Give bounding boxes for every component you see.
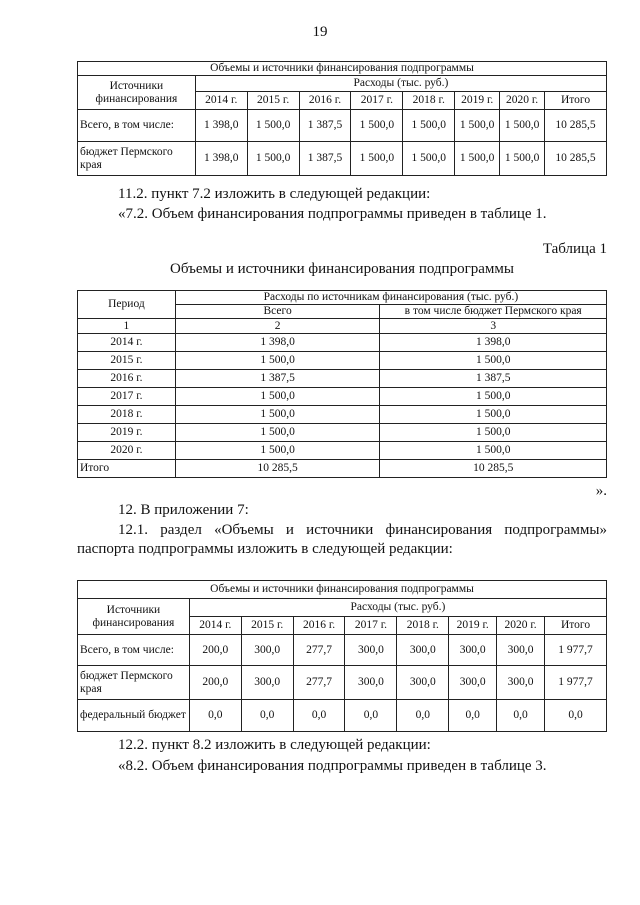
cell: 300,0 (449, 666, 497, 700)
cell: 1 977,7 (545, 635, 607, 666)
cell: 1 398,0 (195, 110, 247, 142)
cell: 300,0 (241, 666, 293, 700)
cell: 300,0 (449, 635, 497, 666)
period-cell: 2016 г. (78, 370, 176, 388)
column-number: 1 (78, 319, 176, 334)
budget-cell: 1 500,0 (380, 424, 607, 442)
cell: 300,0 (397, 635, 449, 666)
cell: 1 977,7 (545, 666, 607, 700)
column-number: 2 (175, 319, 380, 334)
table-a-expenses-header: Расходы (тыс. руб.) (195, 76, 606, 92)
table-c-title: Объемы и источники финансирования подпрограммы (78, 581, 607, 599)
table-row (78, 424, 607, 442)
cell: 1 398,0 (195, 142, 247, 176)
cell: 1 500,0 (403, 110, 455, 142)
cell: 300,0 (345, 635, 397, 666)
table-a-year: 2018 г. (403, 92, 455, 110)
table-c-year: 2017 г. (345, 617, 397, 635)
cell: 1 387,5 (299, 110, 351, 142)
cell: 0,0 (345, 700, 397, 732)
cell: 0,0 (189, 700, 241, 732)
row-label: Всего, в том числе: (78, 110, 196, 142)
row-label: бюджет Пермского края (78, 142, 196, 176)
page-number: 19 (312, 24, 328, 40)
table-a-source-header: Источники финансирования (78, 76, 196, 110)
cell: 200,0 (189, 666, 241, 700)
table-c-year: 2019 г. (449, 617, 497, 635)
paragraph: 12.2. пункт 8.2 изложить в следующей редакции: (118, 737, 431, 753)
table-c-source-header: Источники финансирования (78, 599, 190, 635)
paragraph: «8.2. Объем финансирования подпрограммы приведен в таблице 3. (118, 758, 547, 774)
paragraph: 12. В приложении 7: (118, 502, 249, 518)
cell: 300,0 (345, 666, 397, 700)
total-cell: 1 500,0 (175, 424, 380, 442)
cell: 0,0 (293, 700, 345, 732)
budget-header: в том числе бюджет Пермского края (380, 305, 607, 319)
budget-cell: 1 500,0 (380, 352, 607, 370)
period-cell: Итого (78, 460, 176, 478)
table-c-expenses-header: Расходы (тыс. руб.) (189, 599, 606, 617)
table-c-year: 2020 г. (497, 617, 545, 635)
total-cell: 1 500,0 (175, 352, 380, 370)
cell: 1 500,0 (403, 142, 455, 176)
cell: 1 387,5 (299, 142, 351, 176)
table-row (78, 635, 607, 666)
budget-cell: 1 398,0 (380, 334, 607, 352)
paragraph: 11.2. пункт 7.2 изложить в следующей редакции: (118, 186, 431, 202)
table-label: Таблица 1 (542, 241, 607, 257)
total-cell: 1 398,0 (175, 334, 380, 352)
cell: 0,0 (497, 700, 545, 732)
table-a-year: 2015 г. (247, 92, 299, 110)
cell: 0,0 (241, 700, 293, 732)
table-row (78, 370, 607, 388)
table-a-year: 2016 г. (299, 92, 351, 110)
cell: 300,0 (497, 635, 545, 666)
table-row (78, 700, 607, 732)
column-number: 3 (380, 319, 607, 334)
total-cell: 1 500,0 (175, 442, 380, 460)
table-a-year: 2017 г. (351, 92, 403, 110)
row-label: Всего, в том числе: (78, 635, 190, 666)
table-c-year: Итого (545, 617, 607, 635)
total-cell: 1 387,5 (175, 370, 380, 388)
table-row (78, 142, 607, 176)
table-c-year: 2018 г. (397, 617, 449, 635)
cell: 1 500,0 (500, 110, 545, 142)
cell: 1 500,0 (247, 142, 299, 176)
cell: 1 500,0 (351, 110, 403, 142)
cell: 0,0 (545, 700, 607, 732)
cell: 10 285,5 (545, 110, 607, 142)
paragraph: «7.2. Объем финансирования подпрограммы приведен в таблице 1. (118, 206, 547, 222)
table-a-year: 2014 г. (195, 92, 247, 110)
cell: 277,7 (293, 635, 345, 666)
table-row (78, 388, 607, 406)
table-a-year: 2020 г. (500, 92, 545, 110)
row-label: федеральный бюджет (78, 700, 190, 732)
period-cell: 2020 г. (78, 442, 176, 460)
period-cell: 2015 г. (78, 352, 176, 370)
row-label: бюджет Пермского края (78, 666, 190, 700)
closing-quote: ». (595, 483, 607, 499)
cell: 1 500,0 (247, 110, 299, 142)
cell: 1 500,0 (500, 142, 545, 176)
budget-cell: 1 387,5 (380, 370, 607, 388)
table-row (78, 460, 607, 478)
total-cell: 10 285,5 (175, 460, 380, 478)
table-c-year: 2016 г. (293, 617, 345, 635)
table-c-year: 2014 г. (189, 617, 241, 635)
table-row (78, 442, 607, 460)
period-cell: 2019 г. (78, 424, 176, 442)
table-row (78, 406, 607, 424)
cell: 0,0 (449, 700, 497, 732)
table-title: Объемы и источники финансирования подпрограммы (170, 261, 514, 277)
period-cell: 2017 г. (78, 388, 176, 406)
total-header: Всего (175, 305, 380, 319)
cell: 300,0 (397, 666, 449, 700)
table-a-title: Объемы и источники финансирования подпрограммы (78, 62, 607, 76)
financing-table-1 (77, 290, 607, 478)
period-cell: 2018 г. (78, 406, 176, 424)
table-c-year: 2015 г. (241, 617, 293, 635)
total-cell: 1 500,0 (175, 406, 380, 424)
cell: 300,0 (241, 635, 293, 666)
expenses-header: Расходы по источникам финансирования (тыс. руб.) (175, 291, 606, 305)
cell: 277,7 (293, 666, 345, 700)
table-row (78, 110, 607, 142)
budget-cell: 1 500,0 (380, 406, 607, 424)
cell: 0,0 (397, 700, 449, 732)
paragraph: паспорта подпрограммы изложить в следующей редакции: (77, 541, 453, 557)
cell: 10 285,5 (545, 142, 607, 176)
table-row (78, 334, 607, 352)
table-a-year: Итого (545, 92, 607, 110)
financing-table-c (77, 580, 607, 732)
total-cell: 1 500,0 (175, 388, 380, 406)
cell: 200,0 (189, 635, 241, 666)
period-header: Период (78, 291, 176, 319)
table-row (78, 666, 607, 700)
cell: 1 500,0 (455, 110, 500, 142)
paragraph: 12.1. раздел «Объемы и источники финансирования подпрограммы» (118, 522, 607, 538)
period-cell: 2014 г. (78, 334, 176, 352)
budget-cell: 1 500,0 (380, 388, 607, 406)
financing-table-a (77, 61, 607, 176)
cell: 1 500,0 (351, 142, 403, 176)
cell: 1 500,0 (455, 142, 500, 176)
table-row (78, 352, 607, 370)
budget-cell: 10 285,5 (380, 460, 607, 478)
table-a-year: 2019 г. (455, 92, 500, 110)
cell: 300,0 (497, 666, 545, 700)
budget-cell: 1 500,0 (380, 442, 607, 460)
